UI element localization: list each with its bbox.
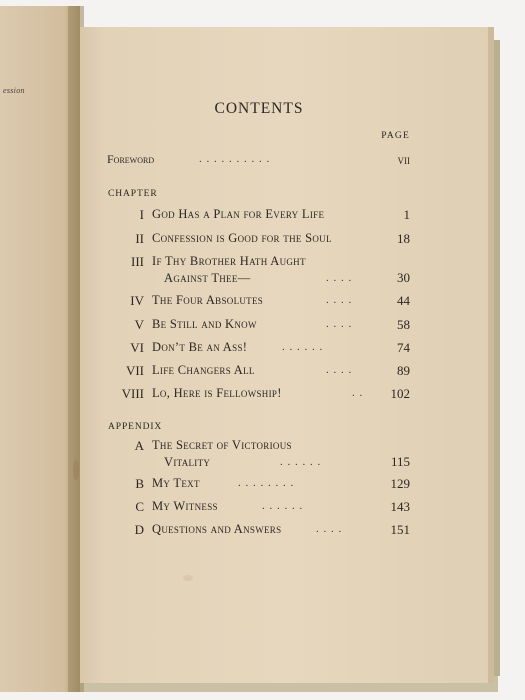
- appendix-title: The Secret of Victorious: [152, 438, 292, 452]
- chapter-number: VI: [130, 340, 144, 355]
- appendix-page: 143: [390, 499, 410, 514]
- chapter-entry: [104, 207, 410, 225]
- chapter-title: Don’t Be an Ass!: [152, 340, 248, 354]
- appendix-title-continuation: Vitality: [164, 455, 211, 469]
- appendix-title: My Text: [152, 476, 200, 490]
- appendix-entry: [104, 476, 410, 494]
- chapter-title: Life Changers All: [152, 363, 255, 377]
- chapter-entry: [104, 293, 410, 311]
- dot-leader: . . . . . . . .: [238, 477, 295, 489]
- chapter-number: III: [131, 254, 144, 269]
- chapter-page: 18: [397, 231, 410, 246]
- chapter-entry: [104, 317, 410, 335]
- chapter-title: If Thy Brother Hath Aught: [152, 254, 306, 268]
- dot-leader: . . . . . .: [282, 341, 324, 353]
- chapter-page: 44: [397, 293, 410, 308]
- chapter-entry: [104, 254, 410, 286]
- appendix-title: My Witness: [152, 499, 218, 513]
- chapter-title: Confession is Good for the Soul: [152, 231, 332, 245]
- appendix-letter: B: [135, 476, 144, 491]
- chapter-page: 30: [397, 270, 410, 285]
- chapter-page: 89: [397, 363, 410, 378]
- chapter-entry: [104, 386, 410, 404]
- chapter-entry: [104, 363, 410, 381]
- dot-leader: . . . . . .: [262, 500, 304, 512]
- appendix-page: 129: [390, 476, 410, 491]
- chapter-number: V: [134, 317, 144, 332]
- foreword-page: vii: [397, 152, 410, 167]
- appendix-entry: [104, 438, 410, 470]
- dot-leader: . . . .: [326, 272, 353, 284]
- dot-leader: . . . . . .: [280, 456, 322, 468]
- chapter-page: 102: [390, 386, 410, 401]
- chapter-number: II: [135, 231, 144, 246]
- foreword-entry: [107, 152, 410, 168]
- chapter-title: God Has a Plan for Every Life: [152, 207, 325, 221]
- right-page-edge: [488, 27, 494, 683]
- chapter-page: 58: [397, 317, 410, 332]
- foreword-label: Foreword: [107, 152, 155, 166]
- chapter-entry: [104, 231, 410, 249]
- dot-leader: . . . . . . . . . .: [199, 153, 271, 165]
- chapter-page: 1: [403, 207, 410, 222]
- appendix-entry: [104, 499, 410, 517]
- chapter-entry: [104, 340, 410, 358]
- chapter-title: Be Still and Know: [152, 317, 257, 331]
- chapter-title: Lo, Here is Fellowship!: [152, 386, 282, 400]
- dot-leader: . . . .: [326, 294, 353, 306]
- dot-leader: . . . .: [326, 364, 353, 376]
- chapter-number: IV: [130, 293, 144, 308]
- dot-leader: . .: [352, 387, 364, 399]
- appendix-page: 115: [390, 454, 410, 469]
- appendix-header: APPENDIX: [108, 422, 163, 432]
- dot-leader: . . . .: [316, 523, 343, 535]
- appendix-title: Questions and Answers: [152, 522, 282, 536]
- chapter-title-continuation: Against Thee—: [164, 271, 251, 285]
- foxing-spot: [73, 460, 79, 480]
- appendix-letter: A: [134, 438, 144, 453]
- page-column-header: PAGE: [381, 131, 410, 141]
- chapter-number: I: [139, 207, 144, 222]
- table-of-contents: [104, 96, 414, 656]
- appendix-entry: [104, 522, 410, 540]
- chapter-header: CHAPTER: [108, 189, 158, 199]
- page-title: CONTENTS: [214, 100, 304, 117]
- appendix-letter: D: [134, 522, 144, 537]
- appendix-page: 151: [390, 522, 410, 537]
- appendix-letter: C: [135, 499, 144, 514]
- left-page-text-fragment: ession: [3, 86, 25, 95]
- dot-leader: . . . .: [326, 318, 353, 330]
- chapter-title: The Four Absolutes: [152, 293, 264, 307]
- chapter-number: VII: [125, 363, 144, 378]
- chapter-number: VIII: [121, 386, 144, 401]
- chapter-page: 74: [397, 340, 410, 355]
